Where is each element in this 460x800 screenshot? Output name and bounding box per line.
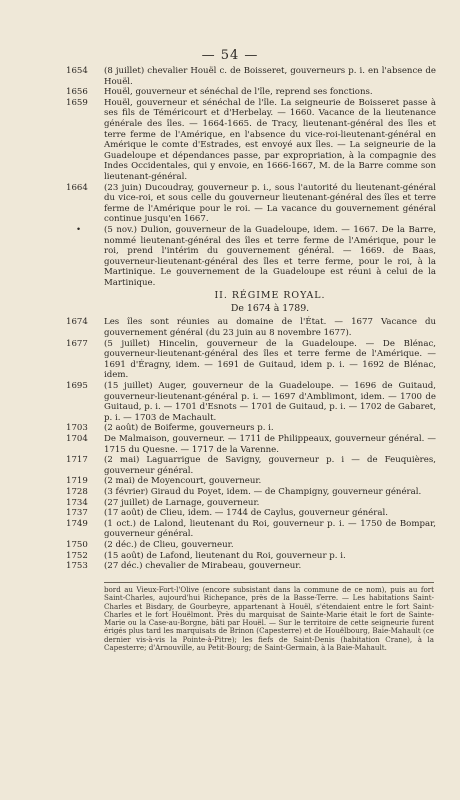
section-subtitle: De 1674 à 1789. <box>230 303 310 315</box>
entry-year: 1677 <box>66 338 88 349</box>
entry-text: (5 juillet) Hincelin, gouverneur de la Guadeloupe. — De Blénac, gouverneur-lieutenant-général des îles et terre ferme de l'Amérique. — 1691 d'Éragny, idem. — 1691 de Guitaud, idem p. i. — 1692 de Blénac, idem. <box>104 338 436 381</box>
entry-year: 1664 <box>66 182 88 193</box>
entry-text: (3 février) Giraud du Poyet, idem. — de Champigny, gouverneur général. <box>104 486 422 497</box>
entry-text: (15 août) de Lafond, lieutenant du Roi, gouverneur p. i. <box>104 550 346 561</box>
entry-text: (23 juin) Ducoudray, gouverneur p. i., sous l'autorité du lieutenant-général du vice-roi, et sous celle du gouverneur lieutenant-général des îles et terre ferme de l'Amérique pour le roi. — La vacance du gouvernement général continue jusqu'en 1667. <box>104 182 436 225</box>
entry-1753 <box>66 561 436 572</box>
entry-1728 <box>66 486 436 498</box>
entry-text: (8 juillet) chevalier Houël c. de Boisseret, gouverneurs p. i. en l'absence de Houël. <box>104 66 436 87</box>
entry-1703 <box>66 423 436 434</box>
entry-text: (15 juillet) Auger, gouverneur de la Guadeloupe. — 1696 de Guitaud, gouverneur-lieutenant-général p. i. — 1697 d'Amblimont, idem. — 1700 de Guitaud, p. i. — 1701 d'Esnots — 1701 de Guitaud, p. i. — 1702 de Gabaret, p. i. — 1703 de Machault. <box>104 381 436 423</box>
entry-1737 <box>66 508 436 519</box>
entry-year: 1728 <box>66 486 88 497</box>
entry-1656 <box>66 87 436 98</box>
entry-bullet: • <box>76 224 82 235</box>
entry-1664-nov <box>76 224 436 289</box>
entry-text: (27 déc.) chevalier de Mirabeau, gouverneur. <box>104 561 302 572</box>
chronology-list <box>66 66 436 572</box>
entry-text: (17 août) de Clieu, idem. — 1744 de Caylus, gouverneur général. <box>104 508 388 519</box>
footnote-divider <box>104 582 434 583</box>
entry-year: 1750 <box>66 539 88 550</box>
entry-1734 <box>66 497 436 509</box>
entry-1750 <box>66 539 436 551</box>
entry-year: 1719 <box>66 476 88 487</box>
entry-year: 1749 <box>66 518 88 529</box>
entry-year: 1654 <box>66 66 88 76</box>
entry-text: (27 juillet) de Larnage, gouverneur. <box>104 497 260 508</box>
entry-text: (2 mai) Laguarrigue de Savigny, gouverneur p. i — de Feuquières, gouverneur général. <box>104 455 436 476</box>
entry-year: 1752 <box>66 550 88 561</box>
entry-year: 1656 <box>66 87 88 98</box>
entry-text: (2 déc.) de Clieu, gouverneur. <box>104 539 234 550</box>
entry-year: 1717 <box>66 455 88 466</box>
entry-1695 <box>66 381 436 423</box>
entry-1749 <box>66 518 436 540</box>
entry-1664 <box>66 182 436 225</box>
entry-year: 1753 <box>66 561 88 572</box>
entry-1719 <box>66 476 436 487</box>
entry-year: 1734 <box>66 497 88 508</box>
entry-text: Houël, gouverneur et sénéchal de l'île, reprend ses fonctions. <box>104 87 373 98</box>
entry-text: De Malmaison, gouverneur. — 1711 de Philippeaux, gouverneur général. — 1715 du Quesne. — 1717 de la Varenne. <box>104 434 436 455</box>
entry-text: Houël, gouverneur et sénéchal de l'île. La seigneurie de Boisseret passe à ses fils de Téméricourt et d'Herbelay. — 1660. Vacance de la lieutenance générale des îles. — 1664-1665. de Tracy, lieutenant-général des îles et terre ferme de l'Amérique, en l'absence du vice-roi-lieutenant-général en Amérique le comte d'Estrades, est envoyé aux îles. — La seigneurie de la Guadeloupe et dépendances passe, par expropriation, à la compagnie des Indes Occidentales, qui y envoie, en 1666-1667, M. de la Barre comme son lieutenant-général. <box>104 97 436 182</box>
entry-year: 1703 <box>66 423 88 434</box>
entry-year: 1704 <box>66 434 88 444</box>
entry-text: (1 oct.) de Lalond, lieutenant du Roi, gouverneur p. i. — 1750 de Bompar, gouverneur général. <box>104 518 436 540</box>
entry-1752 <box>66 550 436 562</box>
footnote: bord au Vieux-Fort-l'Olive (encore subsistant dans la commune de ce nom), puis au fort Saint-Charles, aujourd'hui Richepance, près de la Basse-Terre. — Les habitations Saint-Charles et Bisdary, de Gourbeyre, appartenant à Houël, s'étendaient entre le fort Saint-Charles et le fort Houëlmont. Près du marquisat de Sainte-Marie était le fort de Sainte-Marie ou la Case-au-Borgne, bâti par Houël. — Sur le territoire de cette seigneurie furent érigés plus tard les marquisats de Brinon (Capesterre) et de Houëlbourg, Baie-Mahault (ce dernier vis-à-vis la Pointe-à-Pitre); les fiefs de Saint-Denis (habitation Crane), à la Capesterre; d'Arnouville, au Petit-Bourg; de Saint-Germain, à la Baie-Mahault. <box>104 585 434 653</box>
entry-1659 <box>66 97 436 183</box>
entry-year: 1659 <box>66 97 88 108</box>
entry-text: Les îles sont réunies au domaine de l'État. — 1677 Vacance du gouvernement général (du 23 juin au 8 novembre 1677). <box>104 317 436 339</box>
entry-year: 1737 <box>66 508 88 519</box>
entry-text: (5 nov.) Dulion, gouverneur de la Guadeloupe, idem. — 1667. De la Barre, nommé lieutenant-général des îles et terre ferme de l'Amérique, pour le roi, prend l'intérim du gouvernement général. — 1669. de Baas, gouverneur-lieutenant-général des îles et terre ferme, pour le roi, à la Martinique. Le gouvernement de la Guadeloupe est réuni à celui de la Martinique. <box>104 224 436 288</box>
entry-year: 1695 <box>66 381 88 392</box>
entry-1704 <box>66 434 436 455</box>
entry-1654 <box>66 66 436 87</box>
page-number: — 54 — <box>201 48 259 63</box>
entry-text: (2 mai) de Moyencourt, gouverneur. <box>104 476 262 487</box>
entry-1674 <box>66 317 436 339</box>
section-title: II. RÉGIME ROYAL. <box>214 290 326 302</box>
entry-1677 <box>66 338 436 381</box>
entry-year: 1674 <box>66 317 88 328</box>
entry-1717 <box>66 455 436 476</box>
entry-text: (2 août) de Boiferme, gouverneurs p. i. <box>104 423 274 434</box>
